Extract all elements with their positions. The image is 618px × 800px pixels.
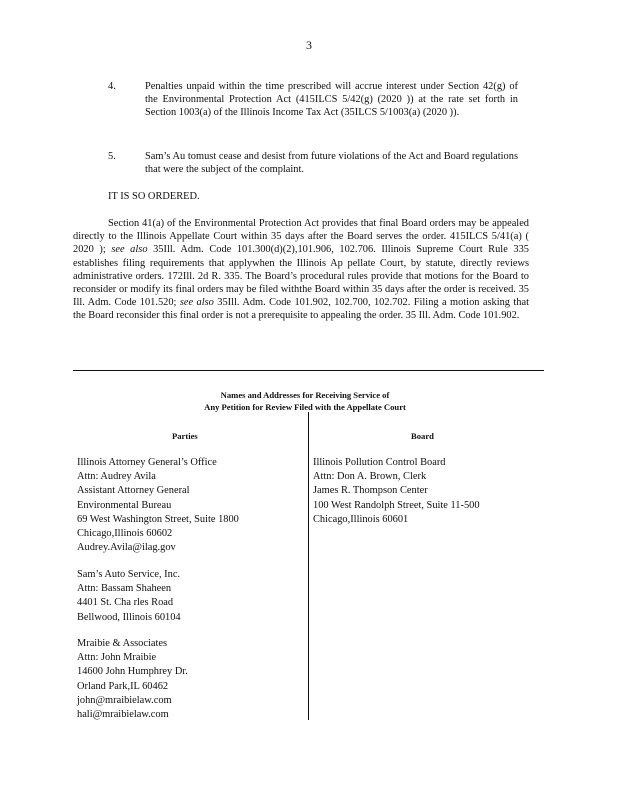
see-also-citation: see also — [179, 297, 214, 309]
address-line: Environmental Bureau — [77, 499, 172, 511]
address-line: Attn: Bassam Shaheen — [77, 583, 172, 595]
service-heading-line: Names and Addresses for Receiving Service of — [220, 390, 390, 400]
address-line: 4401 St. Cha rles Road — [77, 597, 174, 609]
email-address: Audrey.Avila@ilag.gov — [77, 542, 176, 554]
service-heading-line: Any Petition for Review Filed with the Appellate Court — [204, 402, 406, 412]
email-address: hali@mraibielaw.com — [77, 709, 169, 721]
address-line: Illinois Attorney General’s Office — [77, 457, 217, 468]
page-number: 3 — [306, 38, 312, 52]
address-line: Illinois Pollution Control Board — [313, 457, 446, 468]
see-also-citation: see also — [111, 244, 148, 256]
appeal-paragraph — [73, 217, 529, 323]
address-line: Bellwood, Illinois 60104 — [77, 611, 181, 623]
address-line: James R. Thompson Center — [313, 485, 428, 497]
party-address-attorney-general — [77, 456, 239, 555]
party-address-mraibie — [77, 637, 188, 722]
email-address: john@mraibielaw.com — [77, 694, 172, 706]
address-line: Sam’s Auto Service, Inc. — [77, 569, 181, 580]
address-line: Chicago,Illinois 60601 — [313, 513, 409, 525]
board-address — [313, 456, 480, 527]
order-item-4 — [108, 80, 518, 120]
address-line: Attn: Don A. Brown, Clerk — [313, 471, 427, 483]
address-line: Mraibie & Associates — [77, 638, 168, 649]
address-line: Attn: Audrey Avila — [77, 471, 156, 483]
service-heading — [160, 389, 450, 413]
paragraph-text: Section 41(a) of the Environmental Protection Act provides that final Board orders may be appealed directly to the Illinois Appellate Court within 35 days after the Board serves the order. 415ILCS 5/41(a) ( 2020 ); — [73, 218, 529, 256]
address-line: Orland Park,IL 60462 — [77, 680, 169, 692]
item-text: Penalties unpaid within the time prescribed will accrue interest under Section 42(g) of the Environmental Protection Act (415ILCS 5/42(g) (2020 )) at the rate set forth in Section 1003(a) of the Illinois Income Tax Act (35ILCS 5/1003(a) (2020 )). — [145, 81, 518, 119]
paragraph-text: 35Ill. Adm. Code 101.902, 102.700, 102.702. Filing a motion asking that the Board reconsider this final order is not a prerequisite to appealing the order. 35 Ill. Adm. Code 101.902. — [73, 297, 529, 322]
item-text: Sam’s Au tomust cease and desist from future violations of the Act and Board regulations that were the subject of the complaint. — [145, 151, 518, 176]
address-line: 69 West Washington Street, Suite 1800 — [77, 513, 239, 525]
order-item-5 — [108, 150, 518, 176]
address-line: 100 West Randolph Street, Suite 11-500 — [313, 499, 480, 511]
parties-column-heading: Parties — [172, 431, 198, 441]
section-divider — [73, 370, 544, 371]
column-divider — [308, 412, 309, 720]
item-number: 5. — [108, 151, 116, 162]
so-ordered-line: IT IS SO ORDERED. — [108, 191, 200, 202]
paragraph-text: 35Ill. Adm. Code 101.300(d)(2),101.906, 102.706. Illinois Supreme Court Rule 335 establishes filing requirements that applywhen the Illinois Ap pellate Court, by statute, directly reviews administrative orders. 172Ill. 2d R. 335. The Board’s procedural rules provide that motions for the Board to reconsider or modify its final orders may be filed withthe Board within 35 days after the order is received. 35 Ill. Adm. Code 101.520; — [73, 244, 529, 309]
address-line: Chicago,Illinois 60602 — [77, 528, 173, 540]
address-line: 14600 John Humphrey Dr. — [77, 666, 188, 678]
board-column-heading: Board — [411, 431, 434, 441]
address-line: Assistant Attorney General — [77, 485, 190, 497]
address-line: Attn: John Mraibie — [77, 652, 157, 664]
item-number: 4. — [108, 81, 116, 92]
party-address-sams-auto — [77, 568, 181, 625]
